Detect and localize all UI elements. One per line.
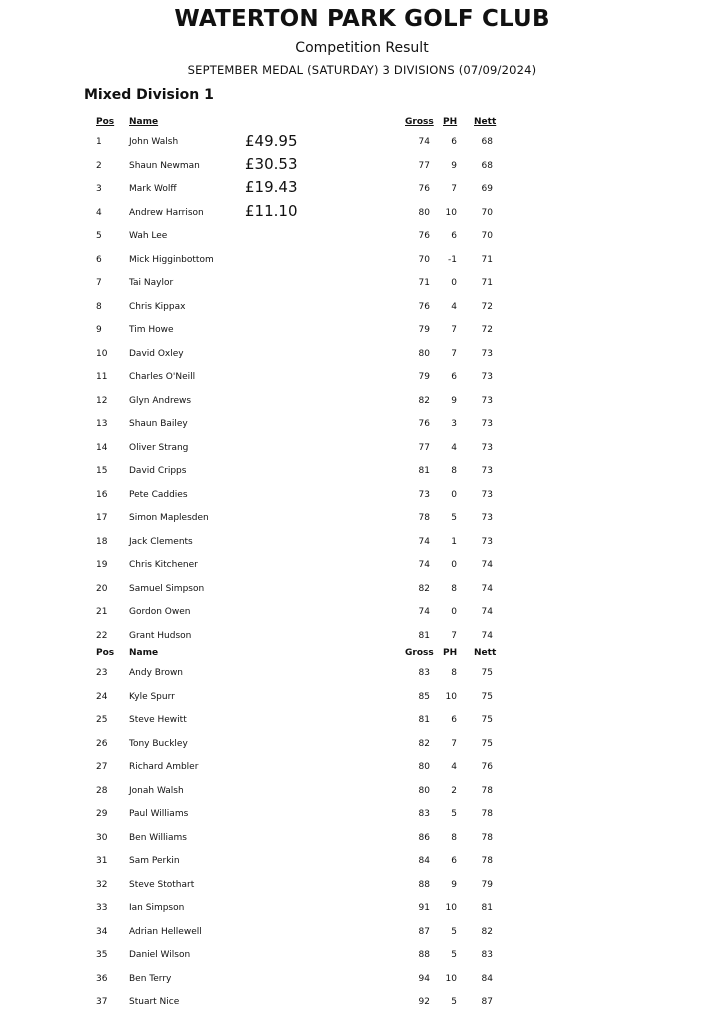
pos-cell: 1	[96, 137, 102, 147]
gross-score: 74	[418, 560, 430, 570]
gross-score: 76	[418, 184, 430, 194]
table-row	[0, 833, 724, 849]
playing-handicap: 5	[451, 950, 457, 960]
player-name: Tai Naylor	[129, 278, 174, 288]
playing-handicap: 4	[451, 762, 457, 772]
pos-cell: 29	[96, 809, 108, 819]
playing-handicap: 5	[451, 926, 457, 937]
playing-handicap: 4	[451, 301, 457, 312]
nett-score: 74	[481, 607, 493, 617]
player-name: Andy Brown	[129, 668, 184, 678]
player-name: Samuel Simpson	[129, 583, 205, 594]
table-row	[0, 372, 724, 388]
player-name: Steve Stothart	[129, 879, 195, 890]
player-name: Andrew Harrison	[129, 207, 204, 218]
playing-handicap: 0	[451, 278, 457, 288]
nett-score: 78	[481, 809, 493, 819]
table-row	[0, 490, 724, 506]
header-gross: Gross	[405, 648, 434, 658]
header-pos: Pos	[96, 648, 115, 658]
gross-score: 80	[418, 762, 430, 772]
event-title: SEPTEMBER MEDAL (SATURDAY) 3 DIVISIONS (07/09/2024)	[187, 63, 537, 77]
gross-score: 83	[418, 668, 430, 678]
gross-score: 82	[418, 395, 430, 406]
table-row	[0, 184, 724, 200]
nett-score: 73	[481, 442, 493, 453]
gross-score: 88	[418, 879, 430, 890]
playing-handicap: 6	[451, 372, 457, 382]
table-row	[0, 208, 724, 224]
playing-handicap: 9	[451, 879, 457, 890]
table-row	[0, 927, 724, 943]
playing-handicap: 10	[445, 973, 457, 984]
gross-score: 77	[418, 442, 430, 453]
nett-score: 73	[481, 372, 493, 382]
pos-cell: 6	[96, 254, 102, 265]
table-row	[0, 137, 724, 153]
prize-amount: £19.43	[245, 178, 298, 196]
gross-score: 80	[418, 348, 430, 359]
table-row	[0, 466, 724, 482]
pos-cell: 11	[96, 372, 108, 382]
pos-cell: 34	[96, 926, 108, 937]
nett-score: 82	[481, 926, 493, 937]
playing-handicap: 7	[451, 184, 457, 194]
nett-score: 73	[481, 536, 493, 547]
playing-handicap: 6	[451, 137, 457, 147]
playing-handicap: 7	[451, 738, 457, 749]
pos-cell: 22	[96, 630, 108, 641]
player-name: Pete Caddies	[129, 489, 188, 500]
page-subtitle: Competition Result	[295, 40, 429, 56]
nett-score: 87	[481, 997, 493, 1007]
pos-cell: 26	[96, 738, 108, 749]
nett-score: 78	[481, 785, 493, 796]
pos-cell: 23	[96, 668, 108, 678]
pos-cell: 18	[96, 536, 108, 547]
player-name: Daniel Wilson	[129, 950, 191, 960]
gross-score: 70	[418, 254, 430, 265]
playing-handicap: 7	[451, 325, 457, 335]
prize-amount: £49.95	[245, 132, 298, 150]
table-row	[0, 974, 724, 990]
player-name: David Cripps	[129, 466, 187, 476]
nett-score: 72	[481, 301, 493, 312]
playing-handicap: 7	[451, 348, 457, 359]
playing-handicap: 8	[451, 583, 457, 594]
player-name: Tim Howe	[129, 325, 174, 335]
nett-score: 84	[481, 973, 493, 984]
gross-score: 80	[418, 207, 430, 218]
division-heading: Mixed Division 1	[84, 87, 214, 103]
nett-score: 68	[481, 137, 493, 147]
playing-handicap: 10	[445, 207, 457, 218]
gross-score: 77	[418, 160, 430, 171]
table-row	[0, 950, 724, 966]
gross-score: 79	[418, 325, 430, 335]
pos-cell: 25	[96, 715, 108, 725]
player-name: Shaun Newman	[129, 160, 200, 171]
gross-score: 94	[418, 973, 430, 984]
table-row	[0, 607, 724, 623]
playing-handicap: 8	[451, 832, 457, 843]
player-name: Tony Buckley	[129, 738, 188, 749]
pos-cell: 30	[96, 832, 108, 843]
pos-cell: 10	[96, 348, 108, 359]
prize-amount: £30.53	[245, 155, 298, 173]
player-name: Ian Simpson	[129, 903, 185, 913]
playing-handicap: 9	[451, 395, 457, 406]
table-row	[0, 668, 724, 684]
gross-score: 79	[418, 372, 430, 382]
pos-cell: 13	[96, 419, 108, 429]
gross-score: 85	[418, 691, 430, 702]
gross-score: 81	[418, 715, 430, 725]
player-name: Oliver Strang	[129, 442, 189, 453]
table-row	[0, 903, 724, 919]
table-row	[0, 692, 724, 708]
nett-score: 74	[481, 630, 493, 641]
nett-score: 75	[481, 691, 493, 702]
nett-score: 74	[481, 583, 493, 594]
pos-cell: 14	[96, 442, 108, 453]
pos-cell: 20	[96, 583, 108, 594]
header-ph: PH	[443, 117, 458, 127]
playing-handicap: 0	[451, 560, 457, 570]
header-pos: Pos	[96, 117, 115, 127]
table-row	[0, 419, 724, 435]
pos-cell: 27	[96, 762, 108, 772]
pos-cell: 9	[96, 325, 102, 335]
nett-score: 72	[481, 325, 493, 335]
table-row	[0, 255, 724, 271]
pos-cell: 17	[96, 513, 108, 523]
table-row	[0, 161, 724, 177]
player-name: Gordon Owen	[129, 607, 191, 617]
gross-score: 78	[418, 513, 430, 523]
club-title: WATERTON PARK GOLF CLUB	[174, 6, 550, 32]
gross-score: 76	[418, 419, 430, 429]
table-row	[0, 325, 724, 341]
player-name: Wah Lee	[129, 231, 168, 241]
gross-score: 91	[418, 903, 430, 913]
player-name: Jack Clements	[129, 536, 193, 547]
table-row	[0, 537, 724, 553]
table-row	[0, 302, 724, 318]
player-name: Glyn Andrews	[129, 395, 192, 406]
playing-handicap: 8	[451, 466, 457, 476]
table-row	[0, 856, 724, 872]
pos-cell: 32	[96, 879, 108, 890]
player-name: Sam Perkin	[129, 856, 180, 866]
table-row	[0, 739, 724, 755]
nett-score: 73	[481, 466, 493, 476]
pos-cell: 37	[96, 997, 108, 1007]
header-name: Name	[129, 117, 159, 127]
gross-score: 80	[418, 785, 430, 796]
playing-handicap: 7	[451, 630, 457, 641]
nett-score: 73	[481, 513, 493, 523]
table-row	[0, 715, 724, 731]
table-row	[0, 997, 724, 1013]
gross-score: 87	[418, 926, 430, 937]
pos-cell: 5	[96, 231, 102, 241]
playing-handicap: 0	[451, 489, 457, 500]
nett-score: 73	[481, 419, 493, 429]
player-name: Grant Hudson	[129, 630, 192, 641]
player-name: Charles O'Neill	[129, 372, 196, 382]
nett-score: 75	[481, 715, 493, 725]
pos-cell: 15	[96, 466, 108, 476]
header-ph: PH	[443, 648, 458, 658]
playing-handicap: 2	[451, 785, 457, 796]
pos-cell: 7	[96, 278, 102, 288]
nett-score: 71	[481, 278, 493, 288]
nett-score: 79	[481, 879, 493, 890]
gross-score: 92	[418, 997, 430, 1007]
nett-score: 68	[481, 160, 493, 171]
gross-score: 76	[418, 231, 430, 241]
table-row	[0, 513, 724, 529]
gross-score: 81	[418, 630, 430, 641]
pos-cell: 24	[96, 691, 108, 702]
nett-score: 74	[481, 560, 493, 570]
gross-score: 88	[418, 950, 430, 960]
playing-handicap: 10	[445, 691, 457, 702]
gross-score: 82	[418, 738, 430, 749]
prize-amount: £11.10	[245, 202, 298, 220]
nett-score: 73	[481, 489, 493, 500]
player-name: Adrian Hellewell	[129, 926, 202, 937]
nett-score: 69	[481, 184, 493, 194]
player-name: Jonah Walsh	[129, 785, 184, 796]
header-nett: Nett	[474, 648, 497, 658]
player-name: Kyle Spurr	[129, 691, 175, 702]
pos-cell: 33	[96, 903, 108, 913]
playing-handicap: 9	[451, 160, 457, 171]
player-name: Chris Kippax	[129, 301, 186, 312]
player-name: Stuart Nice	[129, 997, 180, 1007]
table-row	[0, 396, 724, 412]
pos-cell: 12	[96, 395, 108, 406]
gross-score: 81	[418, 466, 430, 476]
playing-handicap: 6	[451, 231, 457, 241]
player-name: Shaun Bailey	[129, 419, 188, 429]
player-name: Mark Wolff	[129, 184, 177, 194]
header-name: Name	[129, 648, 159, 658]
table-row	[0, 278, 724, 294]
gross-score: 84	[418, 856, 430, 866]
playing-handicap: 6	[451, 856, 457, 866]
playing-handicap: 6	[451, 715, 457, 725]
gross-score: 86	[418, 832, 430, 843]
player-name: Mick Higginbottom	[129, 254, 214, 265]
gross-score: 73	[418, 489, 430, 500]
nett-score: 70	[481, 231, 493, 241]
table-row	[0, 584, 724, 600]
table-row	[0, 786, 724, 802]
pos-cell: 16	[96, 489, 108, 500]
nett-score: 81	[481, 903, 493, 913]
player-name: Ben Terry	[129, 973, 172, 984]
table-row	[0, 560, 724, 576]
player-name: John Walsh	[129, 137, 179, 147]
player-name: Simon Maplesden	[129, 513, 209, 523]
player-name: Richard Ambler	[129, 762, 199, 772]
playing-handicap: 0	[451, 607, 457, 617]
pos-cell: 36	[96, 973, 108, 984]
table-row	[0, 231, 724, 247]
playing-handicap: 4	[451, 442, 457, 453]
player-name: Ben Williams	[129, 832, 187, 843]
player-name: Chris Kitchener	[129, 560, 198, 570]
playing-handicap: -1	[448, 254, 457, 265]
gross-score: 74	[418, 536, 430, 547]
pos-cell: 2	[96, 160, 102, 171]
playing-handicap: 5	[451, 513, 457, 523]
gross-score: 76	[418, 301, 430, 312]
pos-cell: 28	[96, 785, 108, 796]
nett-score: 75	[481, 738, 493, 749]
nett-score: 78	[481, 832, 493, 843]
gross-score: 82	[418, 583, 430, 594]
nett-score: 73	[481, 348, 493, 359]
playing-handicap: 8	[451, 668, 457, 678]
playing-handicap: 5	[451, 997, 457, 1007]
pos-cell: 35	[96, 950, 108, 960]
gross-score: 74	[418, 137, 430, 147]
nett-score: 70	[481, 207, 493, 218]
player-name: Paul Williams	[129, 809, 189, 819]
player-name: Steve Hewitt	[129, 715, 187, 725]
nett-score: 75	[481, 668, 493, 678]
table-row	[0, 631, 724, 647]
nett-score: 71	[481, 254, 493, 265]
pos-cell: 3	[96, 184, 102, 194]
table-row	[0, 349, 724, 365]
pos-cell: 31	[96, 856, 108, 866]
playing-handicap: 5	[451, 809, 457, 819]
nett-score: 76	[481, 762, 493, 772]
playing-handicap: 3	[451, 419, 457, 429]
pos-cell: 8	[96, 301, 102, 312]
player-name: David Oxley	[129, 348, 184, 359]
table-row	[0, 880, 724, 896]
gross-score: 71	[418, 278, 430, 288]
nett-score: 78	[481, 856, 493, 866]
table-row	[0, 443, 724, 459]
pos-cell: 21	[96, 607, 108, 617]
header-gross: Gross	[405, 117, 434, 127]
pos-cell: 19	[96, 560, 108, 570]
table-row	[0, 762, 724, 778]
nett-score: 73	[481, 395, 493, 406]
pos-cell: 4	[96, 207, 102, 218]
header-nett: Nett	[474, 117, 497, 127]
gross-score: 83	[418, 809, 430, 819]
table-row	[0, 809, 724, 825]
gross-score: 74	[418, 607, 430, 617]
playing-handicap: 1	[451, 536, 457, 547]
nett-score: 83	[481, 950, 493, 960]
playing-handicap: 10	[445, 903, 457, 913]
